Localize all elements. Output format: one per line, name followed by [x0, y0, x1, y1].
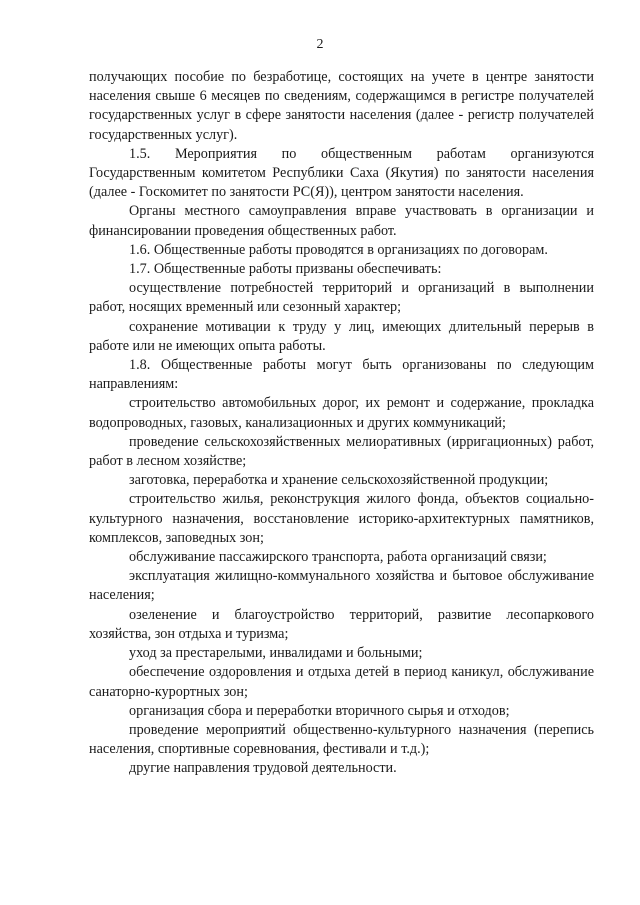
paragraph: осуществление потребностей территорий и организаций в выполнении работ, носящих временный или сезонный характер;: [89, 280, 594, 316]
list-item: обслуживание пассажирского транспорта, работа организаций связи;: [129, 549, 547, 566]
list-item: строительство жилья, реконструкция жилого фонда, объектов социально-культурного назначения, восстановление историко-архитектурных памятников, комплексов, заповедных зон;: [89, 491, 594, 546]
list-item: проведение мероприятий общественно-культурного назначения (перепись населения, спортивные соревнования, фестивали и т.д.);: [89, 721, 594, 758]
paragraph: получающих пособие по безработице, состоящих на учете в центре занятости населения свыше 6 месяцев по сведениям, содержащимся в регистре получателей государственных услуг в сфере занятости населения (далее - регистр получателей государственных услуг).: [89, 69, 594, 143]
document-body: [89, 68, 594, 779]
page-number: 2: [316, 37, 324, 52]
list-item: обеспечение оздоровления и отдыха детей в период каникул, обслуживание санаторно-курортных зон;: [89, 664, 594, 700]
paragraph: сохранение мотивации к труду у лиц, имеющих длительный перерыв в работе или не имеющих опыта работы.: [89, 318, 594, 354]
paragraph: Органы местного самоуправления вправе участвовать в организации и финансировании проведения общественных работ.: [89, 203, 594, 239]
list-item: эксплуатация жилищно-коммунального хозяйства и бытовое обслуживание населения;: [89, 568, 594, 604]
list-item: уход за престарелыми, инвалидами и больными;: [129, 645, 423, 662]
list-item: строительство автомобильных дорог, их ремонт и содержание, прокладка водопроводных, газовых, канализационных и других коммуникаций;: [89, 395, 594, 431]
list-item: озеленение и благоустройство территорий, развитие лесопаркового хозяйства, зон отдыха и туризма;: [89, 606, 594, 642]
paragraph: 1.5. Мероприятия по общественным работам организуются Государственным комитетом Республики Саха (Якутия) по занятости населения (далее - Госкомитет по занятости РС(Я)), центром занятости населения.: [89, 145, 594, 201]
paragraph: 1.6. Общественные работы проводятся в организациях по договорам.: [129, 241, 548, 258]
paragraph: 1.8. Общественные работы могут быть организованы по следующим направлениям:: [89, 357, 594, 393]
list-item: организация сбора и переработки вторичного сырья и отходов;: [129, 702, 510, 719]
list-item: проведение сельскохозяйственных мелиоративных (ирригационных) работ, работ в лесном хозяйстве;: [89, 433, 594, 470]
paragraph: 1.7. Общественные работы призваны обеспечивать:: [129, 261, 442, 278]
list-item: другие направления трудовой деятельности.: [129, 760, 397, 777]
list-item: заготовка, переработка и хранение сельскохозяйственной продукции;: [129, 472, 549, 489]
